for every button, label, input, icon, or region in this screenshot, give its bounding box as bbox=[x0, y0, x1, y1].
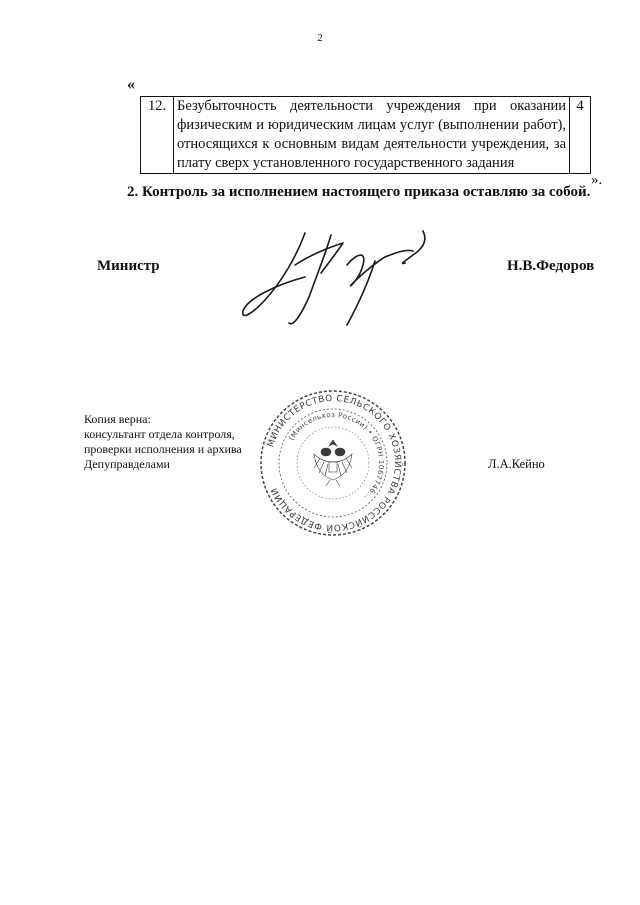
row-criterion: Безубыточность деятельности учреждения при оказании физическим и юридическим лицам услуг (выполнении работ), относящихся к основным видам деятельности учреждения, за плату сверх установленного государственного задания bbox=[174, 97, 570, 174]
row-number: 12. bbox=[141, 97, 174, 174]
copy-line: Депуправделами bbox=[84, 457, 170, 471]
handwritten-signature bbox=[235, 225, 445, 335]
copy-line: консультант отдела контроля, bbox=[84, 427, 235, 441]
criteria-table bbox=[140, 96, 591, 174]
table-row bbox=[141, 97, 591, 174]
eagle-emblem-icon bbox=[314, 440, 352, 486]
official-seal bbox=[258, 388, 408, 538]
row-points: 4 bbox=[570, 97, 591, 174]
copy-certification bbox=[84, 412, 242, 472]
signoff-title: Министр bbox=[97, 258, 160, 274]
svg-text:МИНИСТЕРСТВО СЕЛЬСКОГО ХОЗЯЙСТ: МИНИСТЕРСТВО СЕЛЬСКОГО ХОЗЯЙСТВА РОССИЙСКОЙ ФЕДЕРАЦИИ bbox=[266, 393, 403, 533]
clause-2: 2. Контроль за исполнением настоящего приказа оставляю за собой. bbox=[127, 184, 591, 200]
signer-name: Л.А.Кейно bbox=[488, 457, 545, 471]
copy-line: Копия верна: bbox=[84, 412, 151, 426]
svg-text:(Минсельхоз России) • ОГРН 106: (Минсельхоз России) • ОГРН 1067746... bbox=[287, 410, 386, 502]
copy-line: проверки исполнения и архива bbox=[84, 442, 242, 456]
opening-quote: « bbox=[127, 76, 135, 93]
page-number: 2 bbox=[317, 32, 323, 44]
closing-quote: ». bbox=[591, 172, 603, 188]
signoff-name: Н.В.Федоров bbox=[507, 258, 595, 274]
